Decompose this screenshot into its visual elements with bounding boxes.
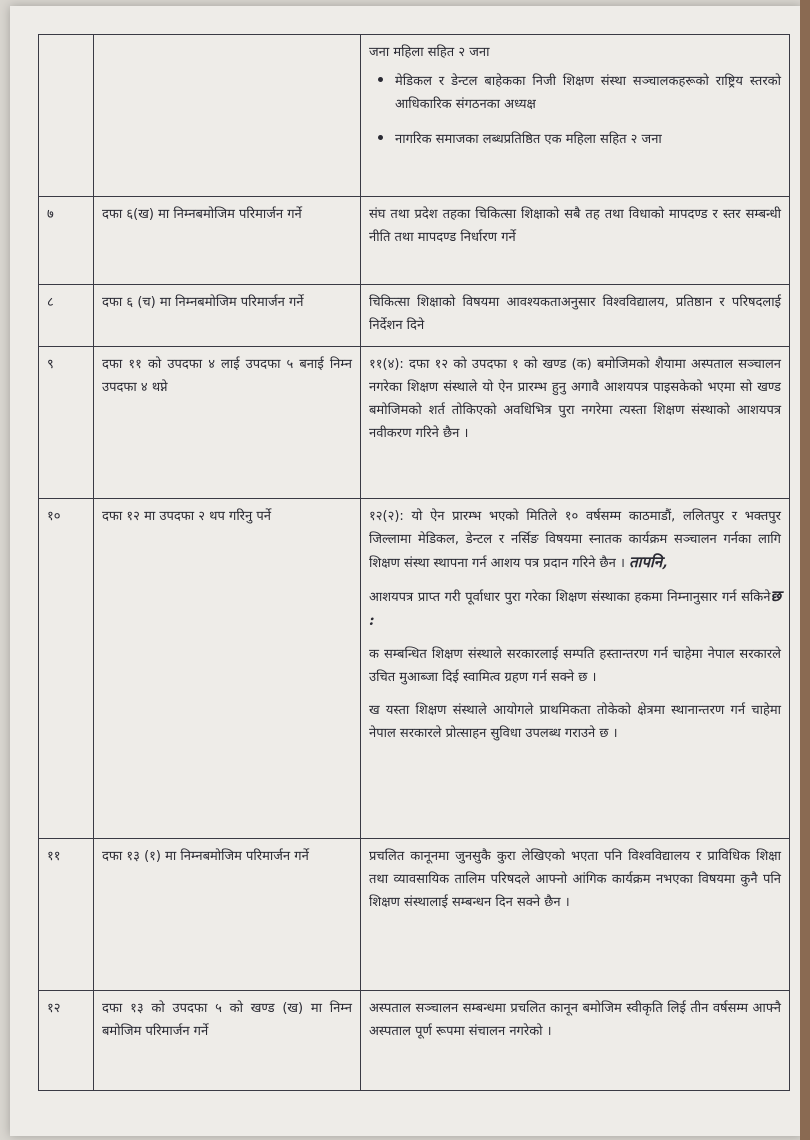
table-row: [39, 197, 790, 285]
table-row: [39, 839, 790, 991]
serial-cell: १२: [39, 991, 94, 1091]
text-cell: प्रचलित कानूनमा जुनसुकै कुरा लेखिएको भएता पनि विश्वविद्यालय र प्राविधिक शिक्षा तथा व्यावसायिक तालिम परिषदले आफ्नो आंगिक कार्यक्रम नभएका विषयमा कुनै पनि शिक्षण संस्थालाई सम्बन्धन दिन सक्ने छैन ।: [361, 839, 790, 991]
serial-cell: ७: [39, 197, 94, 285]
table-row: [39, 991, 790, 1091]
serial-cell: १०: [39, 499, 94, 839]
section-cell: दफा १२ मा उपदफा २ थप गरिनु पर्ने: [94, 499, 361, 839]
list-item: • मेडिकल र डेन्टल बाहेकका निजी शिक्षण संस्था सञ्चालकहरूको राष्ट्रिय स्तरको आधिकारिक संगठनका अध्यक्ष: [395, 68, 781, 116]
serial-cell: ११: [39, 839, 94, 991]
list-item: • नागरिक समाजका लब्धप्रतिष्ठित एक महिला सहित २ जना: [395, 126, 781, 151]
lead-text: जना महिला सहित २ जना: [369, 45, 490, 60]
paragraph-text: १२(२): यो ऐन प्रारम्भ भएको मितिले १० वर्षसम्म काठमाडौं, ललितपुर र भक्तपुर जिल्लामा मेडिकल, डेन्टल र नर्सिङ विषयमा स्नातक कार्यक्रम सञ्चालन गर्नका लागि शिक्षण संस्था स्थापना गर्न आशय पत्र प्रदान गरिने छैन ।: [369, 509, 781, 571]
text-cell: संघ तथा प्रदेश तहका चिकित्सा शिक्षाको सबै तह तथा विधाको मापदण्ड र स्तर सम्बन्धी नीति तथा मापदण्ड निर्धारण गर्ने: [361, 197, 790, 285]
table-row: [39, 285, 790, 347]
section-cell: दफा १३ को उपदफा ५ को खण्ड (ख) मा निम्न बमोजिम परिमार्जन गर्ने: [94, 991, 361, 1091]
section-cell: दफा ६ (च) मा निम्नबमोजिम परिमार्जन गर्ने: [94, 285, 361, 347]
table-row: [39, 35, 790, 197]
handwritten-note: तापनि,: [629, 553, 668, 571]
paragraph: ख यस्ता शिक्षण संस्थाले आयोगले प्राथमिकता तोकेको क्षेत्रमा स्थानान्तरण गर्न चाहेमा नेपाल सरकारले प्रोत्साहन सुविधा उपलब्ध गराउने छ ।: [369, 703, 781, 741]
serial-cell: ९: [39, 347, 94, 499]
paragraph-text: आशयपत्र प्राप्त गरी पूर्वाधार पुरा गरेका शिक्षण संस्थाका हकमा निम्नानुसार गर्न सकिने: [369, 590, 771, 605]
text-cell: अस्पताल सञ्चालन सम्बन्धमा प्रचलित कानून बमोजिम स्वीकृति लिई तीन वर्षसम्म आफ्नै अस्पताल पूर्ण रूपमा संचालन नगरेको ।: [361, 991, 790, 1091]
table-row: [39, 499, 790, 839]
text-cell: चिकित्सा शिक्षाको विषयमा आवश्यकताअनुसार विश्वविद्यालय, प्रतिष्ठान र परिषदलाई निर्देशन दिने: [361, 285, 790, 347]
background-edge: [800, 0, 810, 1140]
text-cell: [361, 499, 790, 839]
amendment-table: [38, 34, 790, 1091]
text-cell: [361, 35, 790, 197]
section-cell: दफा ६(ख) मा निम्नबमोजिम परिमार्जन गर्ने: [94, 197, 361, 285]
section-cell: दफा ११ को उपदफा ४ लाई उपदफा ५ बनाई निम्न उपदफा ४ थप्ने: [94, 347, 361, 499]
paragraph: क सम्बन्धित शिक्षण संस्थाले सरकारलाई सम्पति हस्तान्तरण गर्न चाहेमा नेपाल सरकारले उचित मुआब्जा दिई स्वामित्व ग्रहण गर्न सक्ने छ ।: [369, 647, 781, 685]
section-cell: [94, 35, 361, 197]
serial-cell: ८: [39, 285, 94, 347]
paragraph: [369, 505, 781, 575]
serial-cell: [39, 35, 94, 197]
handwritten-note: छ :: [369, 587, 781, 629]
paragraph: [369, 585, 781, 633]
text-cell: ११(४): दफा १२ को उपदफा १ को खण्ड (क) बमोजिमको शैयामा अस्पताल सञ्चालन नगरेका शिक्षण संस्थाले यो ऐन प्रारम्भ हुनु अगावै आशयपत्र पाइसकेको भएमा सो खण्ड बमोजिमको शर्त तोकिएको अवधिभित्र पुरा नगरेमा त्यस्ता शिक्षण संस्थाको आशयपत्र नवीकरण गरिने छैन ।: [361, 347, 790, 499]
bullet-list: [369, 68, 781, 151]
document-page: [10, 6, 802, 1136]
section-cell: दफा १३ (१) मा निम्नबमोजिम परिमार्जन गर्ने: [94, 839, 361, 991]
table-row: [39, 347, 790, 499]
